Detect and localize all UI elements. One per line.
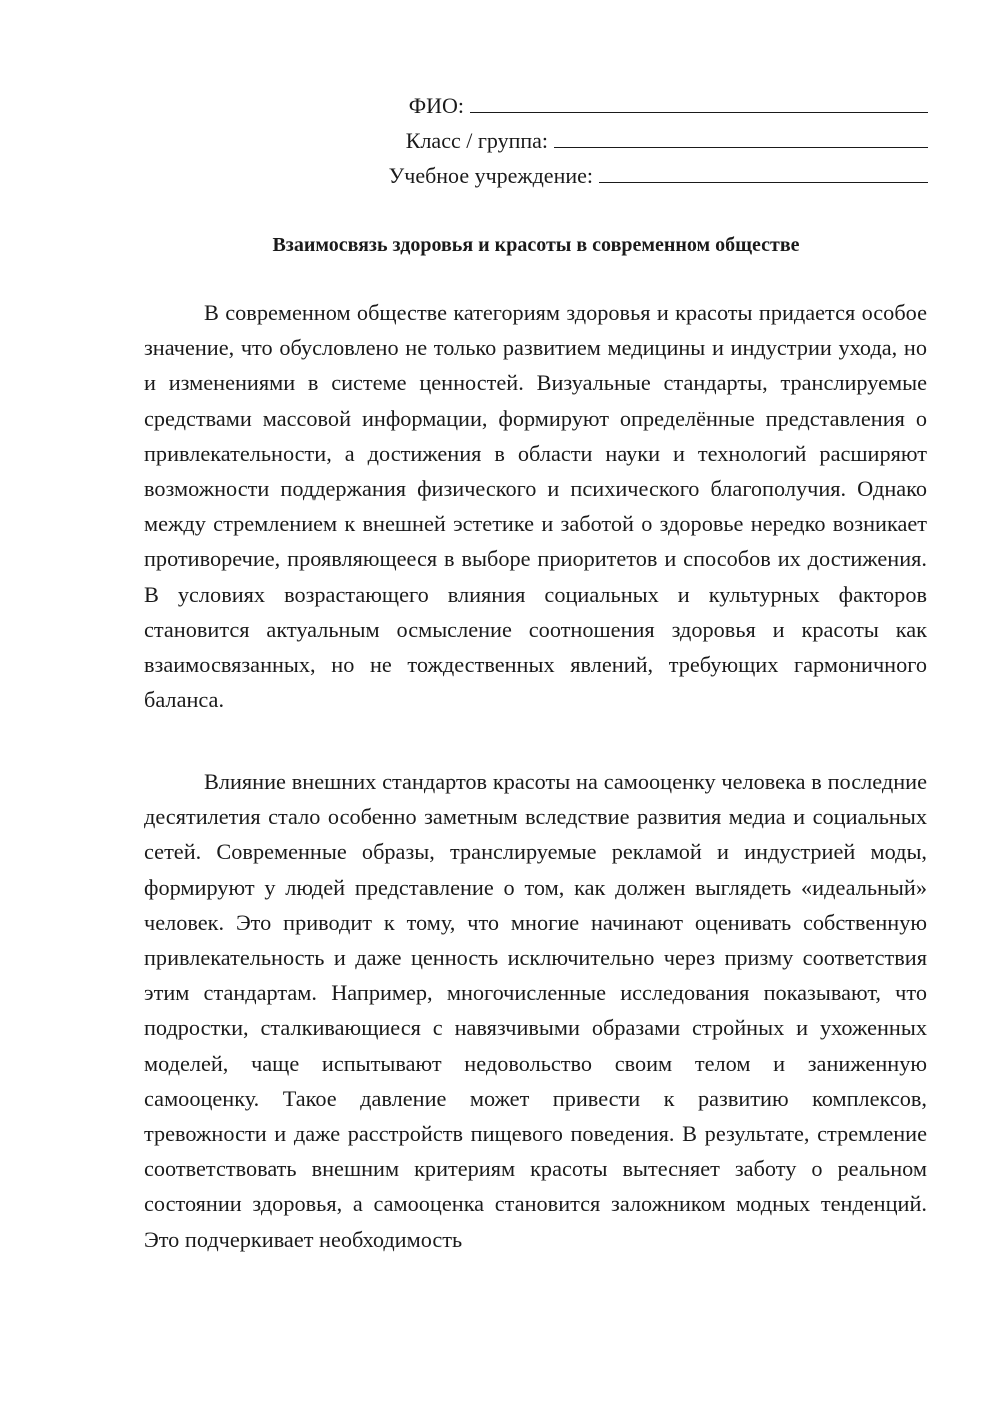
- paragraph-2: [144, 764, 927, 1257]
- name-field-row: [368, 92, 928, 127]
- name-blank-line[interactable]: [470, 92, 928, 113]
- student-info-block: [368, 92, 928, 197]
- name-label: ФИО:: [408, 93, 464, 118]
- class-field-row: [368, 127, 928, 162]
- class-label: Класс / группа:: [405, 128, 548, 153]
- class-blank-line[interactable]: [554, 127, 928, 148]
- school-label: Учебное учреждение:: [388, 163, 593, 188]
- paragraph-1-text: В современном обществе категориям здоровья и красоты придается особое значение, что обусловлено не только развитием медицины и индустрии ухода, но и изменениями в системе ценностей. Визуальные стандарты, транслируемые средствами массовой информации, формируют определённые представления о привлекательности, а достижения в области науки и технологий расширяют возможности поддержания физического и психического благополучия. Однако между стремлением к внешней эстетике и заботой о здоровье нередко возникает противоречие, проявляющееся в выборе приоритетов и способов их достижения. В условиях возрастающего влияния социальных и культурных факторов становится актуальным осмысление соотношения здоровья и красоты как взаимосвязанных, но не тождественных явлений, требующих гармоничного баланса.: [144, 300, 927, 713]
- document-title: Взаимосвязь здоровья и красоты в современном обществе: [272, 234, 800, 256]
- paragraph-2-text: Влияние внешних стандартов красоты на самооценку человека в последние десятилетия стало особенно заметным вследствие развития медиа и социальных сетей. Современные образы, транслируемые рекламой и индустрией моды, формируют у людей представление о том, как должен выглядеть «идеальный» человек. Это приводит к тому, что многие начинают оценивать собственную привлекательность и даже ценность исключительно через призму соответствия этим стандартам. Например, многочисленные исследования показывают, что подростки, сталкивающиеся с навязчивыми образами стройных и ухоженных моделей, чаще испытывают недовольство своим телом и заниженную самооценку. Такое давление может привести к развитию комплексов, тревожности и даже расстройств пищевого поведения. В результате, стремление соответствовать внешним критериям красоты вытесняет заботу о реальном состоянии здоровья, а самооценка становится заложником модных тенденций. Это подчеркивает необходимость: [144, 769, 927, 1252]
- school-field-row: [368, 162, 928, 197]
- paragraph-1: [144, 295, 927, 717]
- school-blank-line[interactable]: [599, 162, 928, 183]
